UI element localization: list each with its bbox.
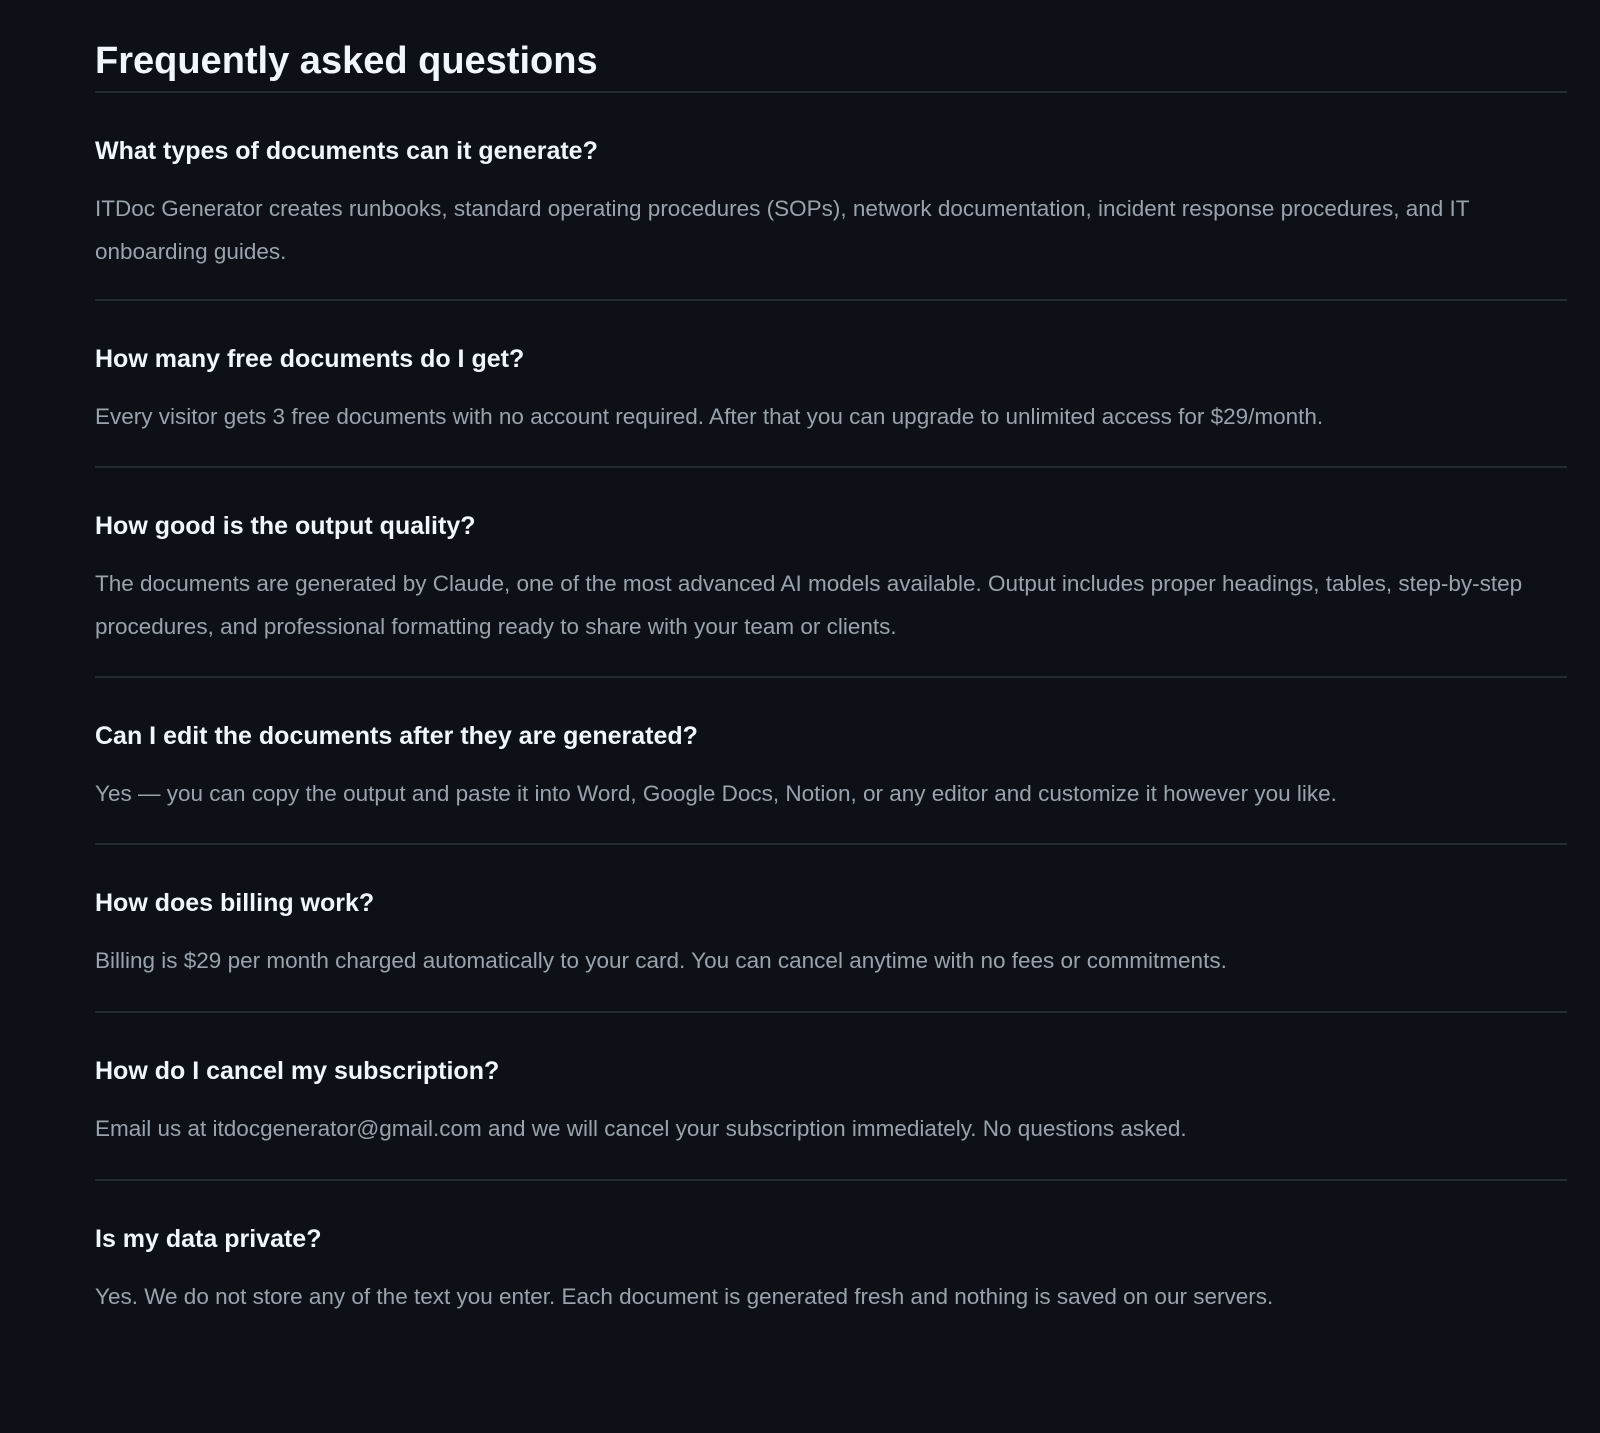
faq-answer: The documents are generated by Claude, one of the most advanced AI models available. Output includes proper headings, tables, step-by-step procedures, and professional formatting ready to share with your team or clients.: [95, 571, 1523, 639]
faq-item: [95, 1181, 1567, 1347]
faq-question: Is my data private?: [95, 1225, 322, 1253]
faq-answer: Yes — you can copy the output and paste it into Word, Google Docs, Notion, or any editor and customize it however you like.: [95, 781, 1337, 806]
faq-question: How do I cancel my subscription?: [95, 1057, 500, 1085]
faq-question: How good is the output quality?: [95, 512, 476, 540]
faq-answer: Email us at itdocgenerator@gmail.com and we will cancel your subscription immediately. No questions asked.: [95, 1116, 1187, 1141]
faq-answer: Every visitor gets 3 free documents with no account required. After that you can upgrade to unlimited access for $29/month.: [95, 404, 1324, 429]
faq-question: What types of documents can it generate?: [95, 137, 598, 165]
faq-section: [95, 0, 1567, 1347]
faq-item: [95, 678, 1567, 843]
faq-item: [95, 845, 1567, 1011]
faq-item: [95, 1013, 1567, 1179]
faq-answer: ITDoc Generator creates runbooks, standard operating procedures (SOPs), network documentation, incident response procedures, and IT onboarding guides.: [95, 196, 1470, 264]
faq-title: Frequently asked questions: [95, 40, 598, 82]
faq-question: How many free documents do I get?: [95, 345, 525, 373]
faq-question: Can I edit the documents after they are generated?: [95, 722, 698, 750]
faq-item: [95, 301, 1567, 466]
faq-item: [95, 468, 1567, 676]
faq-item: [95, 93, 1567, 299]
faq-answer: Yes. We do not store any of the text you enter. Each document is generated fresh and nothing is saved on our servers.: [95, 1284, 1274, 1309]
faq-question: How does billing work?: [95, 889, 375, 917]
faq-answer: Billing is $29 per month charged automatically to your card. You can cancel anytime with no fees or commitments.: [95, 948, 1227, 973]
